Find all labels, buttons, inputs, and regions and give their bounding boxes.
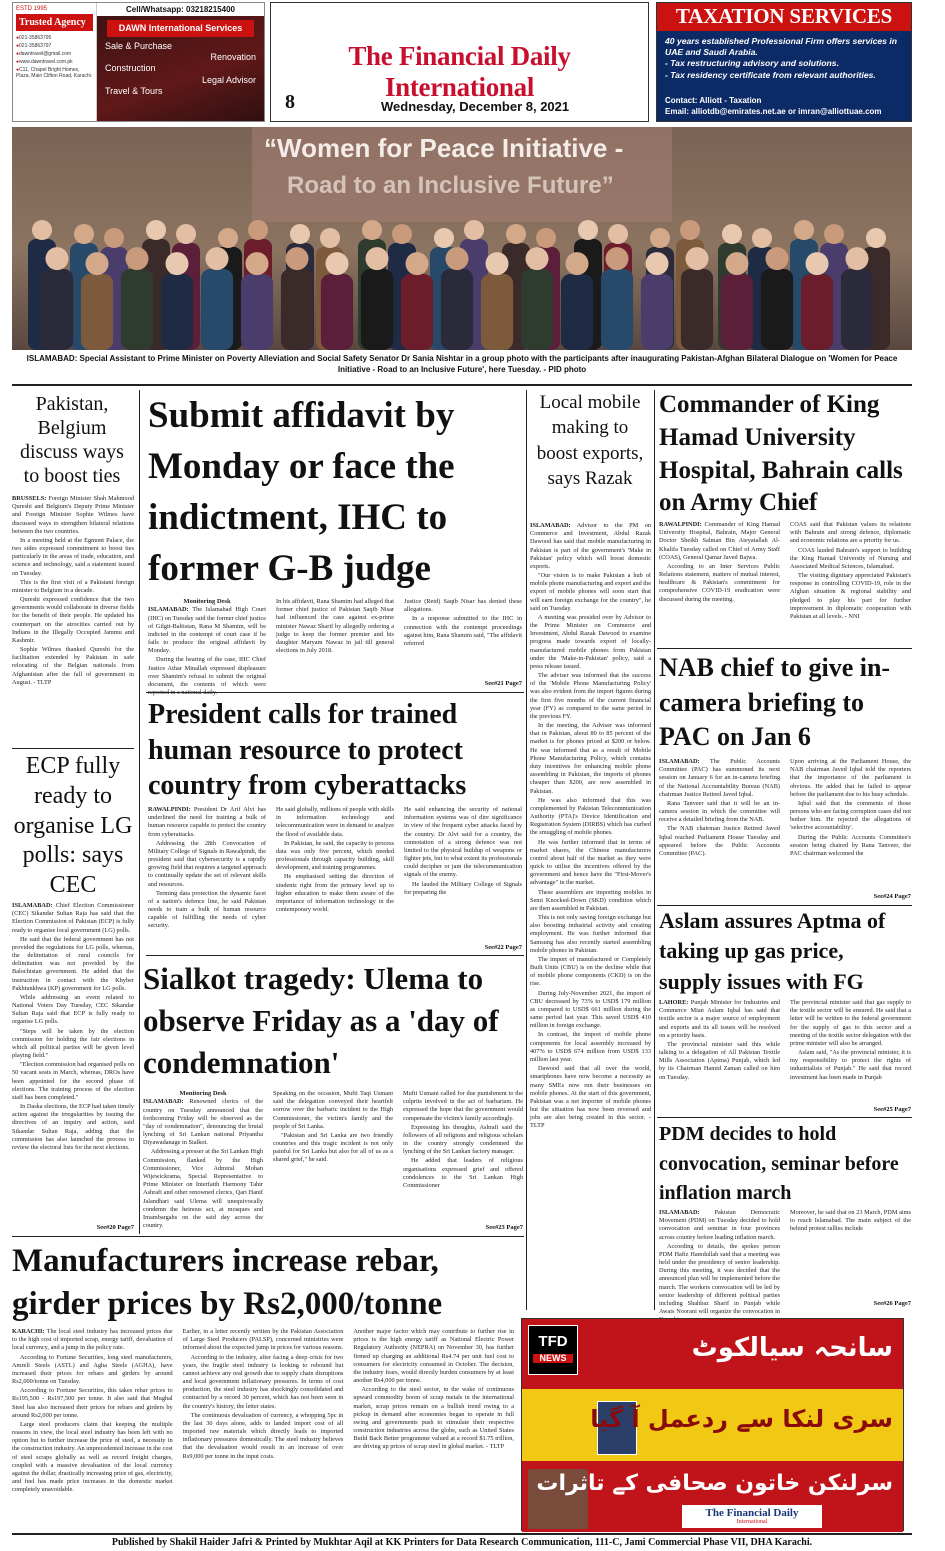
taxation-email: Email: alliotdb@emirates.net.ae or imran@alliottuae.com bbox=[665, 106, 882, 116]
trusted-agency-logo: Trusted Agency bbox=[16, 14, 93, 31]
nab-lead: The Public Accounts Committee (PAC) has summoned its next session on January 6 for an in-camera briefing of the National Accountability Bureau (NAB) chairman Justice Retired Javed Iqbal. bbox=[659, 758, 781, 798]
taxation-contact bbox=[665, 96, 882, 117]
rebar-para: The continuous devaluation of currency, a whopping 5pc in the last 30 days alone, adds to landed import cost of all imported raw materials which directly leads to imported inflationary pressures domestically. The steel industry believes that the devaluation would result in an increase of over Rs9,000 per tonne in the input costs. bbox=[182, 1411, 344, 1460]
divider bbox=[657, 648, 912, 649]
president-dateline: RAWALPINDI: bbox=[148, 806, 191, 813]
belgium-headline: Pakistan, Belgium discuss ways to boost ties bbox=[20, 393, 124, 487]
ihc-para: In a response submitted to the IHC in connection with the contempt proceedings against him, Rana Shamim said, "The affidavit referred bbox=[404, 615, 522, 647]
page-number: 8 bbox=[285, 91, 295, 113]
nab-para: Rana Tanveer said that it will be an in-camera session in which the committee will receive a detailed briefing from the NAB. bbox=[659, 799, 780, 824]
taxation-contact-name: Contact: Alliott - Taxation bbox=[665, 96, 762, 106]
rebar-body bbox=[12, 1328, 514, 1530]
aslam-headline: Aslam assures Aptma of taking up gas price, supply issues with FG bbox=[659, 908, 886, 994]
ad-contact-line: ● www.dawntravel.com.pk bbox=[16, 59, 93, 65]
pdm-dateline: ISLAMABAD: bbox=[659, 1209, 700, 1216]
taxation-body bbox=[657, 31, 911, 86]
service-item: Legal Advisor bbox=[201, 74, 256, 85]
bahrain-body bbox=[659, 521, 911, 645]
mobile-para: The adviser was informed that the success of the 'Mobile Phone Manufacturing Policy' was also evident from the import figures during the first five months of the current financial year (FY) as compared to the same period in the previous FY. bbox=[530, 672, 651, 720]
mobile-para: The import of manufactured or Completely Built Units (CBU) is on the decline while that of mobile phone components (CKD) is on the rise. bbox=[530, 955, 651, 988]
divider bbox=[12, 384, 912, 386]
ihc-headline: Submit affidavit by Monday or face the indictment, IHC to former G-B judge bbox=[148, 395, 455, 590]
bahrain-para: COAS said that Pakistan values its relations with Bahrain and strong defence, diplomatic and economic relations are a priority for us. bbox=[790, 521, 911, 545]
rebar-para: According to Fortune Securities, this takes rebar prices to Rs195,500 - Rs197,500 per tonne. It also said that Mughal Steel has also increased their prices for rebars and girders by around Rs2,000 per tonne. bbox=[12, 1387, 173, 1419]
rebar-col bbox=[12, 1328, 173, 1530]
ad-contact-line: ● 021-35863795 bbox=[16, 35, 93, 41]
mobile-headline: Local mobile making to boost exports, says Razak bbox=[536, 392, 644, 489]
tfd-brand bbox=[682, 1505, 822, 1528]
belgium-para: This is the first visit of a Pakistani foreign minister to Belgium in a decade. bbox=[12, 578, 134, 594]
services-column bbox=[97, 3, 264, 121]
ecp-para: While addressing an event related to National Voters Day Tuesday, CEC Sikandar Sultan Raja said that ECP is fully ready to organise LG polls. bbox=[12, 993, 134, 1026]
ihc-byline: Monitoring Desk bbox=[183, 598, 231, 605]
aslam-para: Aslam said, "As the provincial minister, it is my responsibility to protect the rights of industrialists of Punjab." He said that record investment has been made in Punjab bbox=[790, 1049, 911, 1081]
mobile-lead: Advisor to the PM on Commerce and Investment, Abdul Razak Dawood has said that mobile manufacturing in Pakistan is part of the government's 'Make in Pakistan' policy which will boost domestic exports. bbox=[530, 522, 652, 570]
president-para: He emphasised setting the direction of students right from the primary level up to higher education to make them aware of the importance of information technology in the contemporary world. bbox=[276, 873, 394, 914]
group-photo bbox=[12, 127, 912, 350]
bahrain-para: The visiting dignitary appreciated Pakistan's response in controlling COVID-19, role in the Afghan situation & regional stability and pledged to play his part for further improvement in diplomatic cooperation with Pakistan at all levels. - NNI bbox=[790, 572, 911, 620]
taxation-heading: TAXATION SERVICES bbox=[657, 3, 911, 31]
mobile-body bbox=[530, 522, 651, 1312]
issue-date: Wednesday, December 8, 2021 bbox=[381, 99, 570, 114]
sialkot-headline: Sialkot tragedy: Ulema to observe Friday as a 'day of condemnation' bbox=[143, 961, 499, 1081]
phone-label: Cell/Whatsapp: 03218215400 bbox=[97, 3, 264, 16]
nab-continued: See#24 Page7 bbox=[873, 893, 911, 900]
sialkot-col bbox=[403, 1090, 523, 1222]
mobile-para: These assemblers are importing mobiles in Semi Knocked-Down (SKD) condition which are then assembled in Pakistan. bbox=[530, 888, 651, 912]
ecp-headline: ECP fully ready to organise LG polls: says CEC bbox=[13, 753, 133, 898]
sialkot-para: Speaking on the occasion, Mufti Taqi Usmani said the delegation conveyed their heartfelt sorrow over the barbaric incident to the High Commissioner, the victim's family and the people of Sri Lanka. bbox=[273, 1090, 393, 1130]
ihc-col bbox=[148, 598, 267, 688]
president-para: Addressing the 28th Convocation of Military College of Signals in Rawalpindi, the president said that cybersecurity is a rapidly growing field that requires a targeted approach to continually update the set of relevant skills and resources. bbox=[148, 839, 266, 888]
nab-para: During the Public Accounts Committee's session being chaired by Rana Tanveer, the PAC chairman welcomed the bbox=[790, 833, 911, 857]
rebar-para: Another major factor which may contribute to further rise in prices is the high energy tariff as National Electric Power Regulatory Authority (NEPRA) on November 30, has further firmed up charging an additional Rs4.74 per unit fuel cost to consumers for electricity consumed in October. The decision, the industry fears, would directly burden consumers by at least another Rs4,000 per tonne. bbox=[353, 1328, 515, 1385]
bahrain-dateline: RAWALPINDI: bbox=[659, 521, 702, 528]
tfd-news-ad bbox=[521, 1318, 904, 1531]
tfd-brand-sub: International bbox=[736, 1519, 768, 1526]
president-para: He said globally, millions of people with skills in information technology and telecommunication were in demand to analyze the flood of available data. bbox=[276, 806, 394, 838]
divider bbox=[12, 748, 134, 749]
dawn-services-ad bbox=[12, 2, 265, 122]
taxation-line: 40 years established Professional Firm offers services in UAE and Saudi Arabia. bbox=[665, 36, 897, 58]
rebar-col bbox=[183, 1328, 344, 1530]
sialkot-para: Expressing his thoughts, Ashrafi said the followers of all religions and religious scholars in the country strongly condemned the lynching of the Sri Lankan factory manager. bbox=[403, 1123, 523, 1156]
divider bbox=[12, 1533, 912, 1535]
nab-body bbox=[659, 758, 911, 892]
ecp-body bbox=[12, 902, 134, 1220]
president-continued: See#22 Page7 bbox=[484, 944, 522, 951]
ad-contact-line: ● 021-35863797 bbox=[16, 43, 93, 49]
belgium-body bbox=[12, 495, 134, 745]
pdm-para: Moreover, he said that on 23 March, PDM aims to reach Islamabad. The main subject of the behind protest rallies include bbox=[790, 1209, 911, 1233]
rebar-col bbox=[353, 1328, 514, 1530]
rebar-para: According to the industry, after facing a deep crisis for two years, the fragile steel industry is looking to rebound but cannot achieve any real growth due to supply chain disruptions and local government inflationary pressures. In terms of cost production, the steel industry has shockingly consolidated and contracted by a record 30 percent, which has not been seen in the country's history, the letter states. bbox=[182, 1353, 344, 1410]
mobile-para: He was further informed that in terms of market shares, the Chinese manufacturers control about half of the market as they were quick to utilise the incentives offered by the government and hence have the "First-Mover's advantage" in the market. bbox=[530, 838, 651, 887]
tfd-logo-text: TFD bbox=[538, 1333, 568, 1350]
president-para: Terming data protection the dynamic facet of a nation's defence line, he said Pakistan needs to train a bulk of human resource capable of fulfilling the needs of cyber security. bbox=[148, 889, 266, 930]
divider bbox=[146, 955, 524, 956]
aslam-para: The provincial minister said this while talking to a delegation of All Pakistan Textile Mills Association (Aptma) Punjab, which led by its Chairman Hamid Zaman called on him on Tuesday. bbox=[659, 1040, 780, 1081]
mobile-para: A meeting was presided over by Advisor to the Prime Minister on Commerce and Investment, Abdul Razak Dawood to examine progress made towards export of locally-manufactured mobile phones from Pakistan under the 'Make-in-Pakistan' policy, said a press release issued. bbox=[530, 613, 651, 670]
president-col bbox=[404, 806, 522, 944]
ecp-para: He said that the federal government has not provided the regulations for LG polls, whereas, the delimitation of rural councils for delimitation was not provided by the Balochistan government. He added that the instruction in contact with the Khyber Pakhtunkhwa (KP) government for LG polls. bbox=[12, 935, 134, 992]
divider bbox=[654, 390, 655, 1310]
divider bbox=[139, 390, 140, 1234]
mobile-para: "Our vision is to make Pakistan a hub of mobile phone manufacturing and export and the export of mobile phones will soon start that will earn foreign exchange for the country", he said on Tuesday. bbox=[530, 572, 652, 612]
tfd-news-logo bbox=[528, 1325, 578, 1375]
banner-text: “Women for Peace Initiative - bbox=[264, 133, 624, 163]
pdm-para: According to details, the spokes person PDM Hafiz Hamdullah said that a meeting was held under the presidency of senior leadership. During this meeting, it was decided that the announced plan will be implemented before the march. The workers convocation will be led by senior leadership of different political parties including Shahbaz Sharif in Punjab while Awais Noorani will organize the convocation in bbox=[659, 1242, 780, 1316]
mobile-para: In the meeting, the Adviser was informed that in Pakistan, about 80 to 85 percent of the market is for phones priced at $200 or below. He was informed that as a result of Mobile Phone Manufacturing Policy, which contains duty incentives for enhancing mobile phone assembling in Pakistan, the imports of phones cheaper than $200, are now assembled in Pakistan. bbox=[530, 722, 651, 795]
rebar-headline: Manufacturers increase rebar, girder prices by Rs2,000/tonne bbox=[12, 1243, 443, 1322]
taxation-line: - Tax restructuring advisory and solutions. bbox=[665, 58, 839, 69]
aslam-lead: Punjab Minister for Industries and Commerce Mian Aslam Iqbal has said that textile sector is a major source of employment and exports and its all issues will be resolved on a priority basis. bbox=[659, 999, 780, 1039]
sialkot-continued: See#23 Page7 bbox=[485, 1224, 523, 1231]
sialkot-byline: Monitoring Desk bbox=[179, 1090, 227, 1097]
mobile-para: In contrast, the import of mobile phone components for local assembly increased by 407% to USD$ 674 million from USD$ 133 million last year. bbox=[530, 1031, 651, 1063]
ihc-lead: The Islamabad High Court (IHC) on Tuesday said the former chief justice of Gilgit-Baltistan, Rana M Shamim, will be indicted in the contempt of court case if he fails to produce the original affidavit by Monday. bbox=[148, 606, 267, 655]
taxation-line: - Tax residency certificate from relevant authorities. bbox=[665, 69, 876, 80]
sialkot-dateline: ISLAMABAD: bbox=[143, 1098, 184, 1106]
president-headline: President calls for trained human resource to protect country from cyberattacks bbox=[148, 699, 467, 802]
nab-col bbox=[659, 758, 780, 892]
estd-label: ESTD 1995 bbox=[16, 6, 48, 12]
bahrain-para: According to an Inter Services Public Relations statement, matters of mutual interest, healthcare & Pakistan's commitment for comprehensive COVID-19 eradication were discussed during the meeting. bbox=[659, 562, 780, 603]
dawn-brand: DAWN International Services bbox=[107, 20, 254, 37]
pdm-col bbox=[659, 1209, 780, 1316]
sialkot-col bbox=[143, 1090, 263, 1230]
sialkot-para: Mufti Usmani called for due punishment to the culprits involved in the act of barbarism. He expressed the hope that the government would compensate the victim's family accordingly. bbox=[403, 1090, 523, 1122]
divider bbox=[146, 692, 524, 693]
bahrain-lead: Commander of King Hamad University Hospital, Bahrain, Major General Doctor Sheikh Salman Bin Ateyatallah Al-Khalifa Tuesday called on Chief of Army Staff (COAS), General Qamar Javed Bajwa. bbox=[659, 521, 781, 561]
service-item: Travel & Tours bbox=[105, 85, 163, 96]
president-col bbox=[276, 806, 394, 944]
group-photo-illustration bbox=[12, 127, 912, 350]
imprint-footer: Published by Shakil Haider Jafri & Printed by Mukhtar Aqil at KK Printers for Data Research Communication, 111-C, Jami Commercial Phase VII, DHA Karachi. bbox=[111, 1537, 813, 1548]
nab-col bbox=[790, 758, 911, 892]
rebar-para: Earlier, in a letter recently written by the Pakistan Association of Large Steel Producers (PALSP), concerned ministries were informed about the expected jump in prices for various reasons. bbox=[182, 1328, 344, 1352]
belgium-para: Sophie Wilmes thanked Qureshi for the facilitation extended by Pakistan in safe relocating of the Belgian nationals from Afghanistan after the fall of government in August. - TLTP bbox=[12, 646, 134, 686]
service-item: Construction bbox=[105, 63, 156, 74]
masthead bbox=[270, 2, 649, 122]
nab-para: The NAB chairman Justice Retired Javed Iqbal reached Parliament House Tuesday and appeared before the Public Accounts Committee (PAC). bbox=[659, 825, 780, 857]
bahrain-col bbox=[790, 521, 911, 645]
taxation-services-ad bbox=[656, 2, 912, 122]
divider bbox=[526, 390, 527, 1310]
aslam-dateline: LAHORE: bbox=[659, 999, 689, 1006]
ihc-para: In his affidavit, Rana Shamim had alleged that former chief justice of Pakistan Saqib Nisar had influenced the case against ex-prime minister Nawaz Sharif by allegedly ordering a judge to keep the former premier and his daughter Maryam Nawaz in jail till general elections in July 2018. bbox=[276, 598, 394, 655]
president-lead: President Dr Arif Alvi has underlined the need for training a bulk of human resource capable to protect the country from cyberattacks. bbox=[148, 806, 266, 838]
bahrain-col bbox=[659, 521, 780, 645]
rebar-para: According to Fortune Securities, long steel manufacturers, Amreli Steels (ASTL) and Agha Steels (AGHA), have increased their prices for rebars and girders by around Rs2,000/tonne on Tuesday. bbox=[12, 1353, 173, 1386]
president-body bbox=[148, 806, 522, 944]
mobile-para: During July-November 2021, the import of CBU decreased by 73% to USD$ 179 million as compared to USD$ 661 million during the same period last year. This saved USD$ 410 million in foreign exchange. bbox=[530, 989, 651, 1030]
nab-headline: NAB chief to give in-camera briefing to PAC on Jan 6 bbox=[659, 653, 891, 752]
aslam-continued: See#25 Page7 bbox=[873, 1106, 911, 1113]
rebar-lead: The local steel industry has increased prices due to the high cost of imported scrap, energy tariff, devaluation of local currency, and a jump in the policy rate. bbox=[12, 1328, 173, 1352]
ihc-dateline: ISLAMABAD: bbox=[148, 606, 189, 614]
nab-para: Upon arriving at the Parliament House, the NAB chairman Javed Iqbal told the reporters that the importance of the parliament is obvious. He added that he failed to appear before the parliament due to his busy schedule. bbox=[790, 758, 911, 798]
services-list bbox=[97, 41, 264, 97]
president-para: He lauded the Military College of Signals for preparing the bbox=[404, 880, 522, 896]
ecp-lead: Chief Election Commissioner (CEC) Sikandar Sultan Raja has said that the Election Commission of Pakistan (ECP) is fully ready to organise local government (LG) polls. bbox=[12, 902, 134, 934]
aslam-para: The provincial minister said that gas supply to the textile sector will be ensured. He said that a letter will be written to the federal government for the supply of gas to this sector and a meeting of the textile sector delegation with the prime minister will also be arranged. bbox=[790, 999, 911, 1047]
ihc-continued: See#21 Page7 bbox=[484, 680, 522, 687]
banner-text-2: Road to an Inclusive Future” bbox=[287, 172, 614, 199]
aslam-col bbox=[659, 999, 780, 1103]
ad-contact-line: ● C11, Chapel Bright Homes, Plaza, Main Clifton Road, Karachi. bbox=[16, 67, 93, 79]
ecp-para: In Daska elections, the ECP had taken timely action against the irregularities by issuing the directives of an inquiry and action, said Sikandar Sultan Raja, adding that the commission has also launched the process to review the electoral lists for the next elections. bbox=[12, 1103, 134, 1151]
photo-caption: ISLAMABAD: Special Assistant to Prime Minister on Poverty Alleviation and Social Safety Senator Dr Sania Nishtar in a group photo with the participants after inaugurating Pakistan-Afghan Bilateral Dialogue on 'Women for Peace Initiative - Road to an Inclusive Future', here Tuesday. - PID photo bbox=[26, 354, 898, 375]
ecp-dateline: ISLAMABAD: bbox=[12, 902, 53, 909]
news-logo-text: NEWS bbox=[533, 1354, 573, 1364]
sialkot-lead: Renowned clerics of the country on Tuesday announced that the forthcoming Friday will be observed as the "day of condemnation", denouncing the brutal lynching of Sri Lankan national Priyantha Diyawadanage in Sialkot. bbox=[143, 1098, 263, 1147]
service-item: Sale & Purchase bbox=[105, 40, 173, 51]
aslam-body bbox=[659, 999, 911, 1103]
agency-logo-column bbox=[13, 3, 97, 121]
newspaper-title: The Financial Daily International bbox=[348, 41, 571, 102]
ihc-para: Justice (Retd) Saqib Nisar has denied these allegations. bbox=[404, 598, 522, 614]
nab-dateline: ISLAMABAD: bbox=[659, 758, 700, 765]
urdu-headline-3: سرلنکن خاتون صحافی کے تاثرات bbox=[536, 1471, 893, 1496]
mobile-para: He was also informed that this was complemented by Pakistan Telecommunication Authority (PTA)'s Device Identification and Registration System (DIRBS) which has curbed the smuggling of mobile phones. bbox=[530, 796, 651, 837]
belgium-para: In a meeting held at the Egmont Palace, the two sides expressed commitment to boost ties particularly in the areas of trade, education, and science and technology, said a statement issued on Tuesday. bbox=[12, 536, 134, 577]
aslam-col bbox=[790, 999, 911, 1103]
nab-para: Iqbal said that the comments of those persons who are facing corruption cases did not bother him. He rejected the allegations of 'selective accountability'. bbox=[790, 799, 911, 832]
belgium-para: Qureshi expressed confidence that the two governments would collaborate in diverse fields for the benefit of their people. He updated his counterpart on the atrocities carried out by Indians in the Illegally Occupied Jammu and Kashmir. bbox=[12, 596, 134, 644]
divider bbox=[657, 1117, 912, 1118]
pdm-continued: See#26 Page7 bbox=[873, 1300, 911, 1307]
rebar-para: Large steel producers claim that keeping the multiple reasons in view, the local steel industry has been left with no option but to further increase the price of steel, a necessity in the construction industry. An unprecedented increase in the cost of steel scraps globally as well as record freight charges, coupled with a massive devaluation of the local currency against the dollar, drastically increasing price of gas, electricity, and fuel has made price increases in the domestic market completely unavoidable. bbox=[12, 1420, 173, 1494]
tfd-brand-name: The Financial Daily bbox=[705, 1507, 799, 1520]
ecp-para: "Steps will be taken by the election commission for holding the fair elections in which all political parties will be given level playing field." bbox=[12, 1027, 134, 1060]
sialkot-para: Addressing a presser at the Sri Lankan High Commission, flanked by the High Commissioner, Vice Admiral Mohan Wijewickrama, Special Representative to Prime Minister on Interfaith Harmony Tahir Ashrafi and other renowned clerics, Qari Hanif Jalandhari said Ulema will unequivocally condemn the heinous act, at mosques and Imambargahs on the said day across the country. bbox=[143, 1148, 263, 1230]
sialkot-para: He added that leaders of religious organisations expressed grief and offered condolences to the Sri Lankan High Commissioner bbox=[403, 1157, 523, 1189]
president-para: In Pakistan, he said, the capacity to process data was only five percent, which needed professionals through capacity building, skill development, and training programmes. bbox=[276, 839, 394, 872]
pdm-headline: PDM decides to hold convocation, seminar before inflation march bbox=[659, 1123, 899, 1205]
ihc-para: During the hearing of the case, IHC Chief Justice Athar Minallah expressed displeasure over Shamim's refusal to submit the original document, the contents of which were bbox=[148, 656, 266, 688]
urdu-headline-2: سری لنکا سے ردعمل آ گیا bbox=[590, 1405, 893, 1433]
belgium-lead: Foreign Minister Shah Mahmood Qureshi and Belgium's Deputy Prime Minister and Foreign Minister Sophie Wilmes have discussed ways to strengthen bilateral relations between the two countries. bbox=[12, 495, 134, 535]
sialkot-para: "Pakistan and Sri Lanka are two friendly countries and this tragic incident is not only painful for Sri Lanka but also for all of us as a shared grief," he said. bbox=[273, 1131, 393, 1164]
belgium-dateline: BRUSSELS: bbox=[12, 495, 47, 502]
sialkot-col bbox=[273, 1090, 393, 1222]
ihc-col bbox=[404, 598, 522, 678]
president-para: He said enhancing the security of national information systems was of dire significance in view of the frequent cyber attacks faced by the country. Dr Alvi said for a country, the connotation of a strong defence was not limited to the physical buildup of weapons or fighter jets, but to what extent its professionals could decipher or jam the telecommunication signals of the enemy. bbox=[404, 806, 522, 879]
mobile-para: Dawood said that all over the world, smartphones have now become a necessity as many SMEs now run their businesses on mobile phones. At the start of this government, Pakistan was a net importer of mobile phones but the situation has now been reversed and jobs are also being created in this sector. - TLTP bbox=[530, 1065, 651, 1130]
mobile-dateline: ISLAMABAD: bbox=[530, 522, 571, 529]
mobile-para: This is not only saving foreign exchange but also boosting industrial activity and creating employment. He was further informed that Samsung has also recently started assembling mobile phones in Pakistan. bbox=[530, 914, 651, 954]
rebar-dateline: KARACHI: bbox=[12, 1328, 45, 1335]
rebar-para: According to the steel sector, in the wake of continuous upward commodity boom of scrap metals in the international market, scrap prices remain on a bullish trend owing to a pickup in demand after economies began to operate in full swing and governments push to stimulate their respective construction industries across the globe, such as United States Build Back Better programme valued at a record $1.75 trillion, are driving up prices of scrap steel in global market. - TLTP bbox=[353, 1386, 515, 1451]
president-col bbox=[148, 806, 266, 944]
service-item: Renovation bbox=[210, 52, 256, 63]
ecp-para: "Election commission had organised polls on 50 vacant seats in March, whereas, DROs have been appointed for the second phase of elections. The training process of the election staff has been completed." bbox=[12, 1061, 134, 1101]
urdu-headline-1: سانحہ سیالکوٹ bbox=[691, 1333, 893, 1363]
pdm-lead: Pakistan Democratic Movement (PDM) on Tuesday decided to hold convocation and seminar in four provinces across country before leading inflation march. bbox=[659, 1209, 780, 1241]
bahrain-para: COAS lauded Bahrain's support to building the King Hamad University of Nursing and Associated Medical Sciences, Islamabad. bbox=[790, 546, 911, 570]
divider bbox=[12, 1236, 524, 1237]
ecp-continued: See#20 Page7 bbox=[96, 1224, 134, 1231]
ihc-col bbox=[276, 598, 394, 678]
ad-contact-line: ● dawntravel@gmail.com bbox=[16, 51, 93, 57]
pdm-col bbox=[790, 1209, 911, 1299]
bahrain-headline: Commander of King Hamad University Hospital, Bahrain calls on Army Chief bbox=[659, 391, 903, 517]
